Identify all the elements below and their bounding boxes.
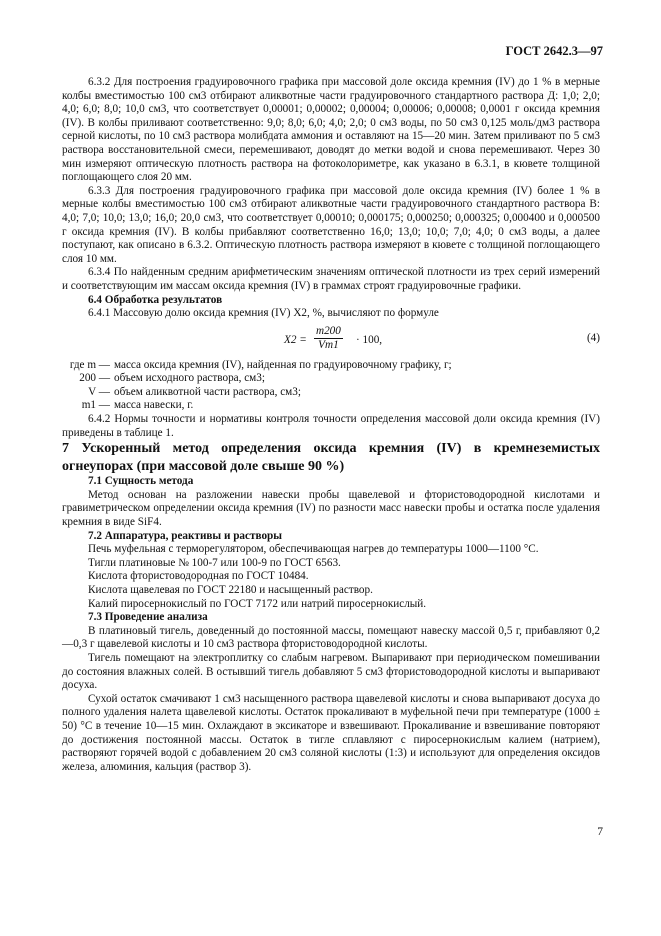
formula-fraction: [314, 325, 343, 353]
formula-legend: [62, 359, 600, 413]
heading-7-1: 7.1 Сущность метода: [88, 475, 194, 488]
legend-symbol: 200 —: [79, 372, 110, 385]
formula-rest: · 100,: [356, 333, 383, 346]
paragraph-7-3-a: В платиновый тигель, доведенный до постоянной массы, помещают навеску массой 0,5 г, прибавляют 0,2—0,3 г щавелевой кислоты и 10 см3 раствора фтористоводородной кислоты.: [62, 624, 600, 651]
formula-4: [62, 325, 600, 357]
list-item: Тигли платиновые № 100-7 или 100-9 по ГОСТ 6563.: [88, 556, 341, 569]
legend-text: объем аликвотной части раствора, см3;: [114, 385, 301, 398]
legend-symbol: V —: [88, 385, 110, 398]
paragraph-6-3-4: 6.3.4 По найденным средним арифметическим значениям оптической плотности из трех серий измерений и соответствующим им массам оксида кремния (IV) в граммах строят градуировочные графики.: [62, 266, 600, 292]
paragraph-6-4-1: 6.4.1 Массовую долю оксида кремния (IV) X2, %, вычисляют по формуле: [88, 307, 439, 320]
legend-row: [62, 359, 600, 373]
formula-numerator: m200: [314, 325, 343, 340]
legend-text: объем исходного раствора, см3;: [114, 372, 265, 385]
paragraph-7-3-b: Тигель помещают на электроплитку со слабым нагревом. Выпаривают при периодическом помешивании до состояния влажных солей. В остывший тигель добавляют 5 см3 фтористоводородной кислоты и выпаривают досуха.: [62, 651, 600, 692]
heading-7-3: 7.3 Проведение анализа: [88, 611, 208, 624]
list-item: Кислота фтористоводородная по ГОСТ 10484.: [88, 570, 309, 583]
paragraph-6-3-2: 6.3.2 Для построения градуировочного графика при массовой доле оксида кремния (IV) до 1 % в мерные колбы вместимостью 100 см3 отбирают аликвотные части градуировочного стандартного раствора Д: 1,0; 2,0; 4,0; 6,0; 8,0; 10,0 см3, что соответствует 0,00001; 0,00002; 0,00004; 0,00006; 0,00008; 0,0001 г оксида кремния (IV). В колбы приливают соответственно: 9,0; 8,0; 6,0; 4,0; 2,0; 0 см3 воды, по 50 см3 0,125 моль/дм3 раствора серной кислоты, по 10 см3 раствора молибдата аммония и оставляют на 15—20 мин. Затем приливают по 5 см3 раствора восстановительной смеси, перемешивают, доводят до метки водой и снова перемешивают. Через 30 мин измеряют оптическую плотность раствора на фотоколориметре, как указано в 6.3.1, в кювете толщиной поглощающего слоя 20 мм.: [62, 76, 600, 184]
section-7-title: 7 Ускоренный метод определения оксида кремния (IV) в кремнеземистых огнеупорах (при массовой доле свыше 90 %): [62, 441, 600, 474]
formula-number: (4): [586, 331, 600, 344]
legend-row: [62, 372, 600, 386]
page-header-code: ГОСТ 2642.3—97: [505, 44, 603, 58]
legend-row: [62, 386, 600, 400]
document-body: [62, 76, 600, 774]
page-number: 7: [597, 826, 603, 838]
list-item: Печь муфельная с терморегулятором, обеспечивающая нагрев до температуры 1000—1100 °С.: [88, 543, 539, 556]
list-item: Кислота щавелевая по ГОСТ 22180 и насыщенный раствор.: [88, 584, 373, 596]
legend-row: [62, 399, 600, 413]
legend-symbol: где m —: [69, 358, 110, 371]
paragraph-7-1: Метод основан на разложении навески пробы щавелевой и фтористоводородной кислотами и гравиметрическом определении оксида кремния (IV) по разности масс навески пробы и остатка после удаления кремния в виде SiF4.: [62, 488, 600, 529]
paragraph-7-3-c: Сухой остаток смачивают 1 см3 насыщенного раствора щавелевой кислоты и снова выпаривают досуха до полного удаления налета щавелевой кислоты. Остаток прокаливают в муфельной печи при температуре (1000 ± 50) °С в течение 10—15 мин. Охлаждают в эксикаторе и взвешивают. Прокаливание и взвешивание повторяют до достижения постоянной массы. Остаток в тигле сплавляют с пиросернокислым калием (натрием), растворяют горячей водой с добавлением 20 см3 соляной кислоты (1:3) и используют для определения оксидов железа, алюминия, кальция (раствор 3).: [62, 692, 600, 773]
heading-6-4: 6.4 Обработка результатов: [88, 293, 223, 306]
formula-lhs: X2 =: [284, 333, 307, 346]
legend-text: масса навески, г.: [114, 399, 194, 412]
list-item: Калий пиросернокислый по ГОСТ 7172 или натрий пиросернокислый.: [88, 597, 427, 610]
paragraph-6-3-3: 6.3.3 Для построения градуировочного графика при массовой доле оксида кремния (IV) более 1 % в мерные колбы вместимостью 100 см3 отбирают аликвотные части градуировочного стандартного раствора В: 4,0; 7,0; 10,0; 13,0; 16,0; 20,0 см3, что соответствует 0,00010; 0,000175; 0,000250; 0,000325; 0,000400 и 0,000500 г оксида кремния (IV). В колбы прибавляют соответственно 16,0; 13,0; 10,0; 7,0; 4,0; 0 см3 воды, а далее поступают, как описано в 6.3.2. Оптическую плотность раствора измеряют в кювете с толщиной поглощающего слоя 10 мм.: [62, 184, 600, 265]
formula-denominator: Vm1: [318, 339, 339, 352]
legend-text: масса оксида кремния (IV), найденная по градуировочному графику, г;: [114, 358, 452, 371]
heading-7-2: 7.2 Аппаратура, реактивы и растворы: [88, 529, 282, 542]
legend-symbol: m1 —: [81, 399, 110, 412]
paragraph-6-4-2: 6.4.2 Нормы точности и нормативы контроля точности определения массовой доли оксида кремния (IV) приведены в таблице 1.: [62, 413, 600, 439]
